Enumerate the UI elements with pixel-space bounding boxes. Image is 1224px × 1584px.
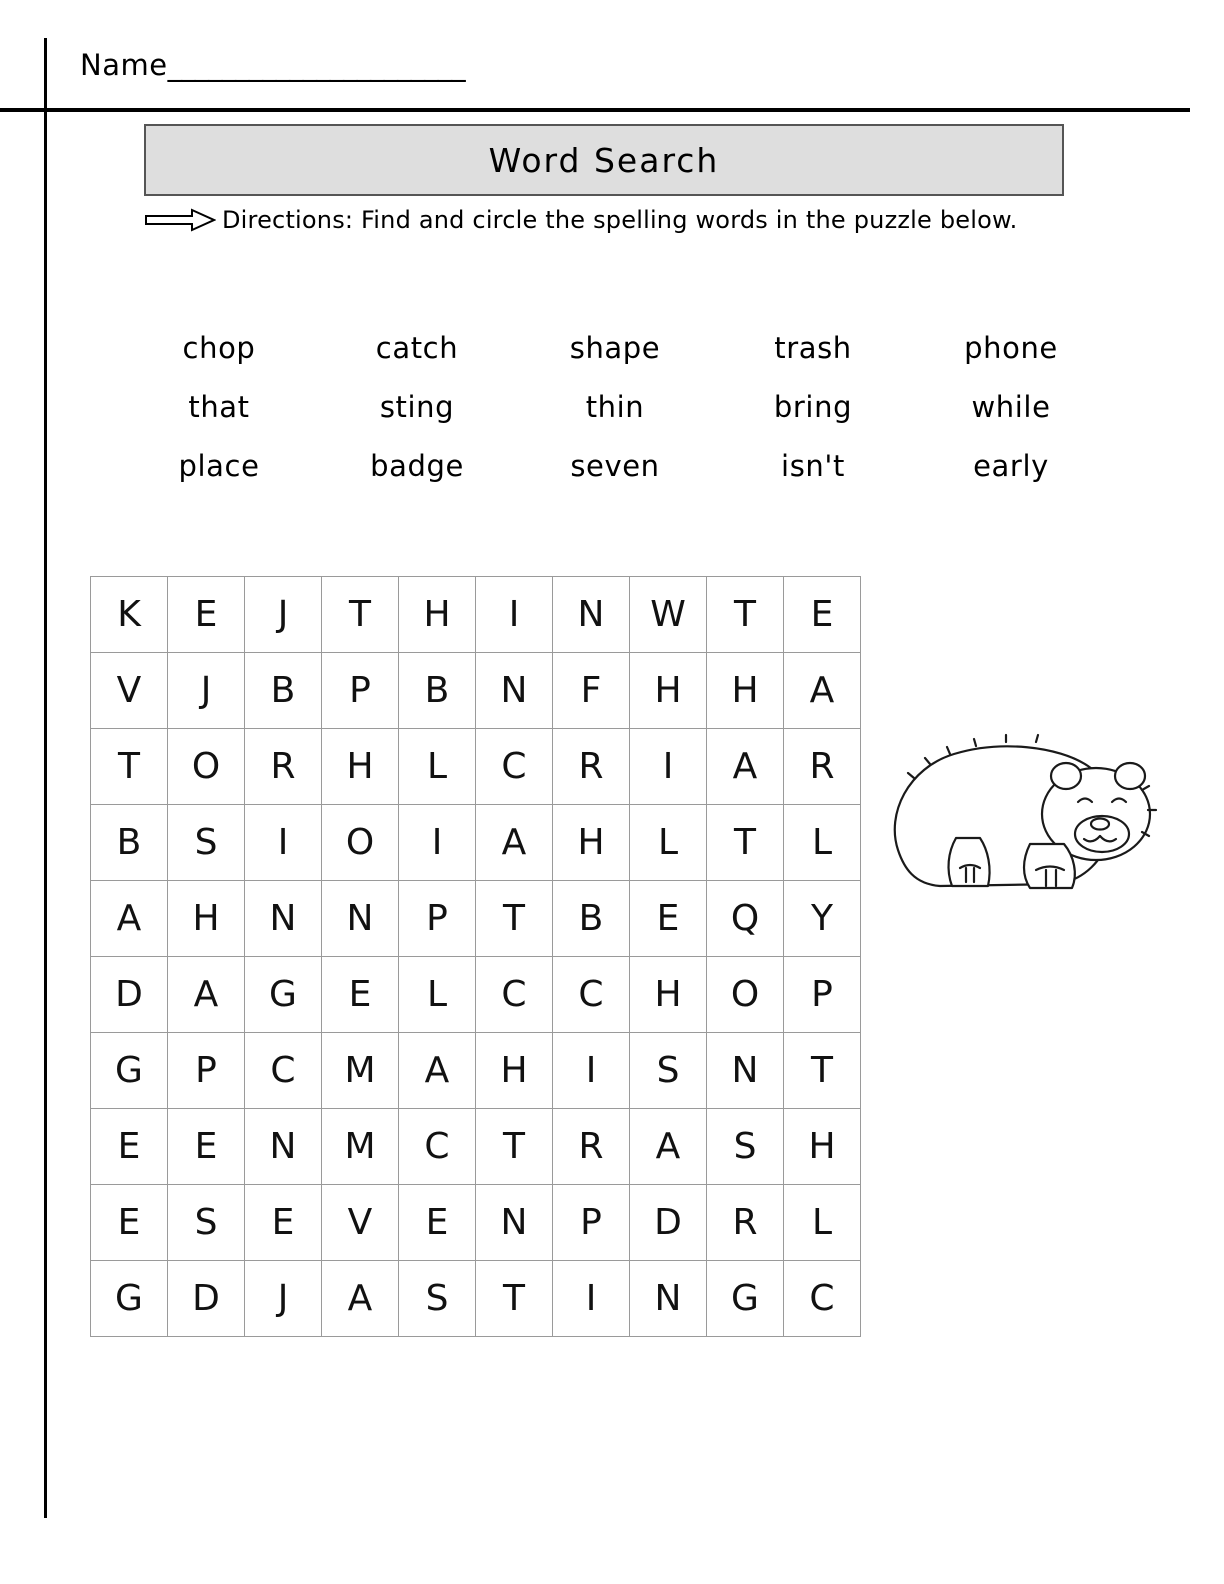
grid-cell[interactable]: R	[245, 729, 322, 805]
grid-cell[interactable]: E	[91, 1185, 168, 1261]
grid-cell[interactable]: P	[168, 1033, 245, 1109]
grid-cell[interactable]: Q	[707, 881, 784, 957]
grid-cell[interactable]: J	[168, 653, 245, 729]
grid-cell[interactable]: B	[91, 805, 168, 881]
grid-cell[interactable]: L	[399, 957, 476, 1033]
spelling-word: seven	[570, 448, 660, 483]
grid-cell[interactable]: R	[553, 729, 630, 805]
grid-cell[interactable]: R	[553, 1109, 630, 1185]
grid-cell[interactable]: C	[476, 957, 553, 1033]
grid-cell[interactable]: B	[245, 653, 322, 729]
grid-cell[interactable]: N	[476, 1185, 553, 1261]
grid-cell[interactable]: P	[553, 1185, 630, 1261]
grid-cell[interactable]: P	[399, 881, 476, 957]
grid-cell[interactable]: E	[91, 1109, 168, 1185]
grid-cell[interactable]: H	[784, 1109, 861, 1185]
spelling-word: place	[178, 448, 260, 483]
grid-cell[interactable]: N	[553, 577, 630, 653]
grid-cell[interactable]: N	[245, 1109, 322, 1185]
grid-cell[interactable]: T	[322, 577, 399, 653]
grid-cell[interactable]: A	[707, 729, 784, 805]
grid-cell[interactable]: H	[322, 729, 399, 805]
grid-cell[interactable]: H	[399, 577, 476, 653]
grid-cell[interactable]: D	[630, 1185, 707, 1261]
name-label: Name	[80, 48, 168, 82]
grid-cell[interactable]: N	[245, 881, 322, 957]
grid-cell[interactable]: M	[322, 1109, 399, 1185]
spelling-word: early	[973, 448, 1049, 483]
grid-cell[interactable]: A	[630, 1109, 707, 1185]
grid-cell[interactable]: I	[630, 729, 707, 805]
spelling-word: while	[971, 389, 1051, 424]
left-margin-rule	[44, 38, 47, 1518]
spelling-word: that	[188, 389, 250, 424]
grid-cell[interactable]: A	[784, 653, 861, 729]
grid-cell[interactable]: A	[322, 1261, 399, 1337]
grid-cell[interactable]: J	[245, 1261, 322, 1337]
grid-cell[interactable]: L	[784, 805, 861, 881]
spelling-word: thin	[585, 389, 645, 424]
grid-cell[interactable]: E	[168, 577, 245, 653]
grid-cell[interactable]: C	[553, 957, 630, 1033]
grid-cell[interactable]: W	[630, 577, 707, 653]
grid-cell[interactable]: I	[245, 805, 322, 881]
name-blank-line: ______________________	[167, 48, 465, 82]
directions-text: Directions: Find and circle the spelling words in the puzzle below.	[222, 206, 1018, 234]
grid-cell[interactable]: H	[476, 1033, 553, 1109]
grid-cell[interactable]: V	[322, 1185, 399, 1261]
grid-cell[interactable]: T	[707, 805, 784, 881]
grid-cell[interactable]: C	[245, 1033, 322, 1109]
grid-cell[interactable]: A	[168, 957, 245, 1033]
grid-cell[interactable]: G	[245, 957, 322, 1033]
grid-cell[interactable]: A	[399, 1033, 476, 1109]
grid-cell[interactable]: G	[91, 1261, 168, 1337]
grid-cell[interactable]: S	[399, 1261, 476, 1337]
grid-cell[interactable]: G	[707, 1261, 784, 1337]
grid-cell[interactable]: B	[399, 653, 476, 729]
grid-cell[interactable]: D	[91, 957, 168, 1033]
grid-cell[interactable]: N	[707, 1033, 784, 1109]
grid-cell[interactable]: T	[476, 1261, 553, 1337]
header-divider	[0, 108, 1190, 112]
grid-cell[interactable]: B	[553, 881, 630, 957]
grid-cell[interactable]: I	[553, 1033, 630, 1109]
grid-cell[interactable]: T	[476, 1109, 553, 1185]
grid-cell[interactable]: H	[630, 653, 707, 729]
grid-cell[interactable]: L	[784, 1185, 861, 1261]
spelling-word: bring	[773, 389, 853, 424]
grid-cell[interactable]: O	[322, 805, 399, 881]
grid-cell[interactable]: A	[476, 805, 553, 881]
grid-cell[interactable]: E	[630, 881, 707, 957]
grid-cell[interactable]: S	[630, 1033, 707, 1109]
grid-cell[interactable]: O	[707, 957, 784, 1033]
arrow-right-icon	[144, 208, 216, 232]
spelling-word: shape	[569, 330, 661, 365]
grid-cell[interactable]: C	[784, 1261, 861, 1337]
grid-cell[interactable]: V	[91, 653, 168, 729]
grid-cell[interactable]: K	[91, 577, 168, 653]
grid-cell[interactable]: J	[245, 577, 322, 653]
spelling-word: phone	[964, 330, 1058, 365]
page-title	[144, 124, 1064, 196]
grid-cell[interactable]: N	[476, 653, 553, 729]
grid-cell[interactable]: R	[784, 729, 861, 805]
grid-cell[interactable]: C	[476, 729, 553, 805]
grid-cell[interactable]: T	[91, 729, 168, 805]
grid-cell[interactable]: L	[630, 805, 707, 881]
grid-cell[interactable]: H	[707, 653, 784, 729]
grid-cell[interactable]: Y	[784, 881, 861, 957]
grid-cell[interactable]: E	[784, 577, 861, 653]
name-field[interactable]	[80, 48, 465, 82]
grid-cell[interactable]: T	[707, 577, 784, 653]
grid-cell[interactable]: E	[399, 1185, 476, 1261]
grid-cell[interactable]: R	[707, 1185, 784, 1261]
grid-cell[interactable]: S	[168, 1185, 245, 1261]
grid-cell[interactable]: I	[553, 1261, 630, 1337]
spelling-word: trash	[774, 330, 852, 365]
spelling-word: badge	[370, 448, 464, 483]
grid-cell[interactable]: N	[630, 1261, 707, 1337]
grid-cell[interactable]: C	[399, 1109, 476, 1185]
grid-cell[interactable]: L	[399, 729, 476, 805]
directions	[144, 206, 1017, 234]
spelling-word: isn't	[781, 448, 845, 483]
grid-cell[interactable]: S	[707, 1109, 784, 1185]
grid-cell[interactable]: A	[91, 881, 168, 957]
grid-cell[interactable]: E	[168, 1109, 245, 1185]
grid-cell[interactable]: P	[784, 957, 861, 1033]
grid-cell[interactable]: P	[322, 653, 399, 729]
grid-cell[interactable]: E	[322, 957, 399, 1033]
grid-cell[interactable]: F	[553, 653, 630, 729]
grid-cell[interactable]: E	[245, 1185, 322, 1261]
grid-cell[interactable]: H	[630, 957, 707, 1033]
grid-cell[interactable]: I	[399, 805, 476, 881]
spelling-word: catch	[375, 330, 459, 365]
bear-icon	[880, 718, 1170, 928]
word-list	[120, 318, 1110, 495]
grid-cell[interactable]: O	[168, 729, 245, 805]
grid-cell[interactable]: H	[553, 805, 630, 881]
spelling-word: chop	[182, 330, 256, 365]
grid-cell[interactable]: T	[476, 881, 553, 957]
grid-cell[interactable]: H	[168, 881, 245, 957]
spelling-word: sting	[379, 389, 455, 424]
grid-cell[interactable]: N	[322, 881, 399, 957]
grid-cell[interactable]: G	[91, 1033, 168, 1109]
grid-cell[interactable]: I	[476, 577, 553, 653]
grid-cell[interactable]: M	[322, 1033, 399, 1109]
page-title-text: Word Search	[488, 140, 720, 180]
grid-cell[interactable]: T	[784, 1033, 861, 1109]
grid-cell[interactable]: S	[168, 805, 245, 881]
grid-cell[interactable]: D	[168, 1261, 245, 1337]
word-search-grid[interactable]	[90, 576, 861, 1337]
